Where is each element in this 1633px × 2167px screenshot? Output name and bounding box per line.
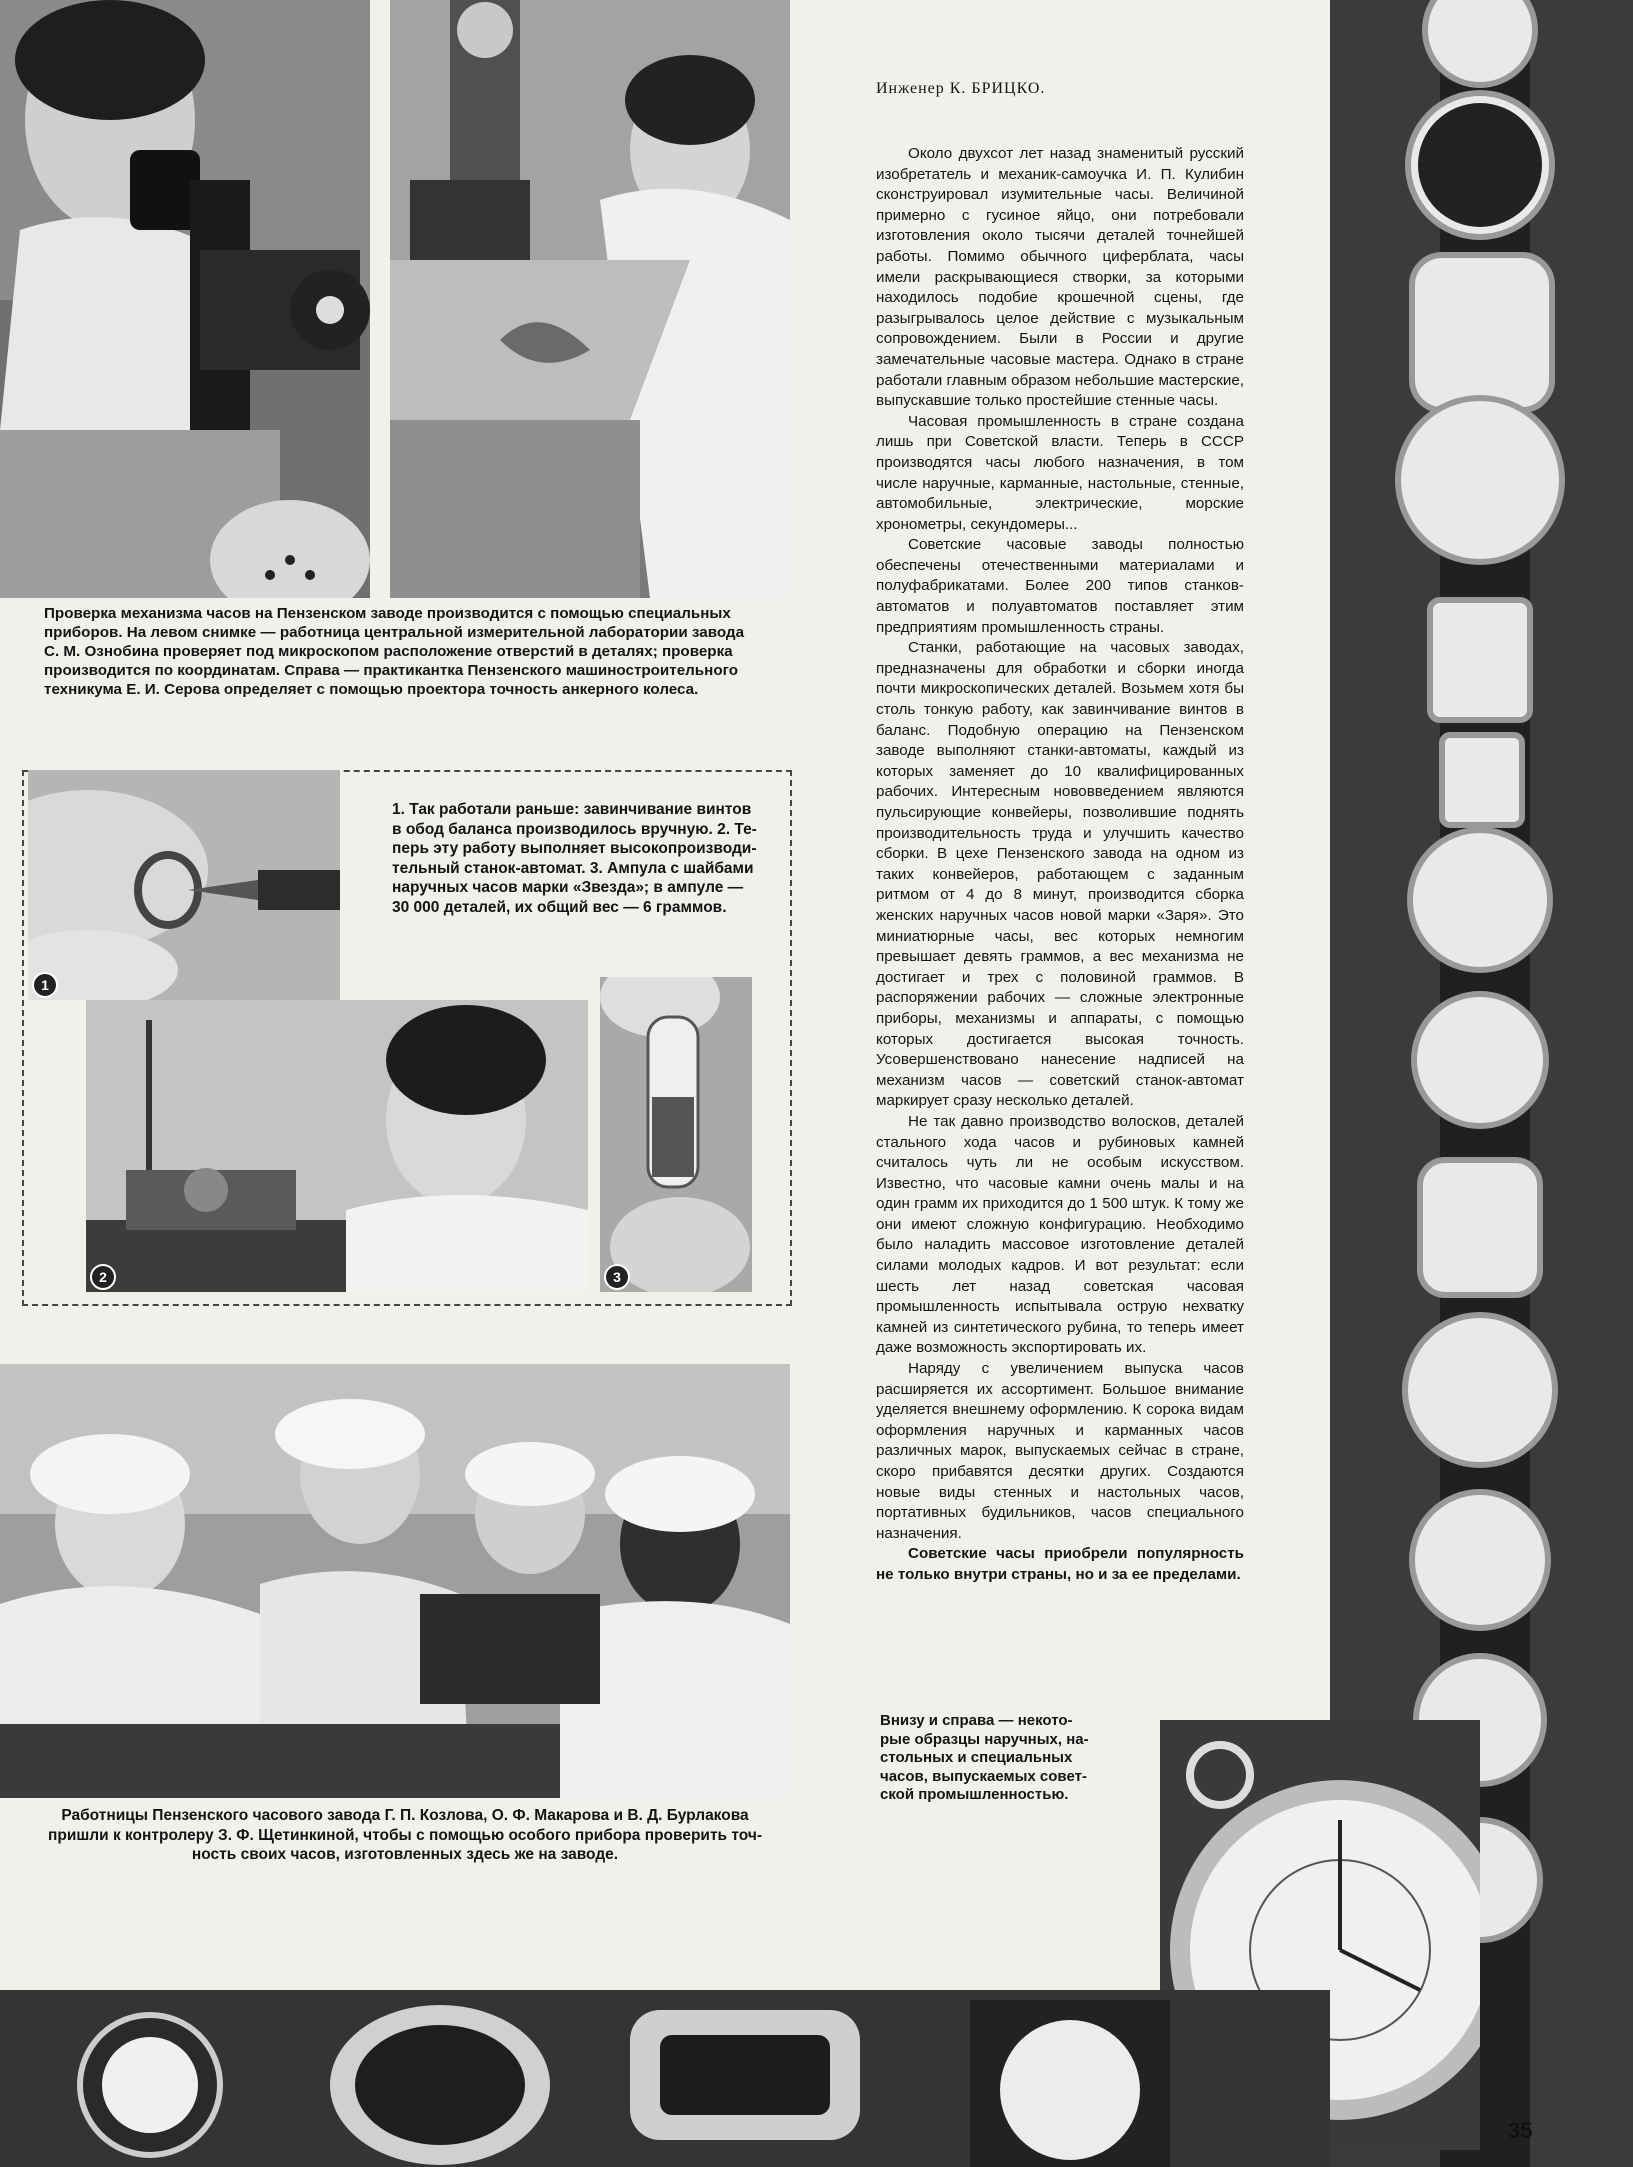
marker-3: 3: [604, 1264, 630, 1290]
photo-projector-worker: [390, 0, 790, 598]
top-caption: [44, 604, 766, 699]
article-paragraph: Не так давно производство волосков, деталей стального хода часов и рубиновых камней считалось чуть ли не особым искусством. Известно, что часовые камни очень малы и на один грамм их приходится до 1 500 штук. К тому же они имеют сложную конфигурацию. Необходимо было наладить массовое изготовление деталей силами молодых кадров. И вот результат: если шесть лет назад советская часовая промышленность испытывала острую нехватку камней из синтетического рубина, то теперь имеет даже возможность экспортировать их.: [876, 1112, 1244, 1357]
article-paragraph: Наряду с увеличением выпуска часов расширяется их ассортимент. Большое внимание уделяется внешнему оформлению. К сорока видам оформления наручных и карманных часов различных марок, выпускаемых сейчас в стране, скоро прибавятся десятки других. Создаются новые виды стенных и настольных часов, портативных будильников, часов специального назначения.: [876, 1360, 1244, 1542]
photo-table-clocks: [0, 1990, 1330, 2167]
marker-1: 1: [32, 972, 58, 998]
photo-automatic-machine: [86, 1000, 588, 1292]
box-caption-line: 1. Так работали раньше: завинчивание винтов: [392, 801, 752, 818]
top-caption-line: Проверка механизма часов на Пензенском заводе производится с помощью специальных: [44, 605, 731, 622]
top-caption-line: производится по координатам. Справа — практикантка Пензенского машиностроительного: [44, 662, 738, 679]
photo-ampoule: [600, 977, 752, 1292]
side-caption-line: стольных и специальных: [880, 1749, 1073, 1766]
article-paragraph: Станки, работающие на часовых заводах, предназначены для обработки и сборки иногда почти микроскопических деталей. Возьмем хотя бы столь тонкую работу, как завинчивание винтов в баланс. Подобную операцию на Пензенском заводе выполняют станки-автоматы, каждый из которых заменяет до 10 квалифицированных рабочих. Интересным нововведением являются пульсирующие конвейеры, позволившие поднять производительность труда и улучшить качество сборки. В цехе Пензенского завода на одном из таких конвейеров, работающем с заданным ритмом от 4 до 8 минут, производится сборка женских наручных часов новой марки «Заря». Это миниатюрные часы, вес которых немногим превышает девять граммов, а вес механизма не достигает и трех с половиной граммов. В распоряжении рабочих — сложные электронные приборы, механизмы и аппараты, с помощью которых достигается высокая точность. Усовершенствовано нанесение надписей на механизм часов — советский станок-автомат маркирует сразу несколько деталей.: [876, 639, 1244, 1110]
side-caption-line: часов, выпускаемых совет-: [880, 1767, 1087, 1785]
top-caption-line: приборов. На левом снимке — работница центральной измерительной лаборатории завода: [44, 624, 745, 641]
box-caption-line: 30 000 деталей, их общий вес — 6 граммов.: [392, 898, 727, 916]
article-body: [876, 144, 1244, 1586]
byline: Инженер К. БРИЦКО.: [876, 80, 1046, 97]
box-caption-line: тельный станок-автомат. 3. Ампула с шайбами: [392, 859, 754, 877]
article-paragraph: Советские часы приобрели популярность не только внутри страны, но и за ее пределами.: [876, 1545, 1244, 1583]
marker-2: 2: [90, 1264, 116, 1290]
box-caption: [392, 800, 757, 917]
photo-women-workers: [0, 1364, 790, 1798]
photo-manual-screwing: [28, 770, 340, 1000]
bottom-caption-line: Работницы Пензенского часового завода Г. П. Козлова, О. Ф. Макарова и В. Д. Бурлакова: [61, 1807, 749, 1824]
bottom-caption-line: пришли к контролеру З. Ф. Щетинкиной, чтобы с помощью особого прибора проверить точ-: [47, 1826, 763, 1844]
article-paragraph: Часовая промышленность в стране создана лишь при Советской власти. Теперь в СССР производятся часы любого назначения, в том числе наручные, карманные, настольные, стенные, автомобильные, электрические, морские хронометры, секундомеры...: [876, 412, 1244, 533]
bottom-caption-line: ность своих часов, изготовленных здесь же на заводе.: [191, 1846, 619, 1863]
box-caption-line: в обод баланса производилось вручную. 2. Те-: [392, 820, 757, 838]
side-caption: [880, 1712, 1120, 1805]
box-caption-line: перь эту работу выполняет высокопроизводи-: [392, 840, 757, 857]
side-caption-line: рые образцы наручных, на-: [880, 1730, 1089, 1748]
top-caption-line: С. М. Ознобина проверяет под микроскопом расположение отверстий в деталях; проверка: [44, 643, 733, 660]
article-paragraph: Около двухсот лет назад знаменитый русский изобретатель и механик-самоучка И. П. Кулибин сконструировал изумительные часы. Величиной примерно с гусиное яйцо, они потребовали изготовления около тысячи деталей точнейшей работы. Помимо обычного циферблата, часы имели раскрывающиеся створки, за которыми находилось подобие крошечной сцены, где разыгрывалось целое действие с музыкальным сопровождением. Были в России и другие замечательные часовые мастера. Однако в стране работали главным образом небольшие мастерские, выпускавшие только простейшие стенные часы.: [876, 145, 1244, 410]
top-caption-line: техникума Е. И. Серова определяет с помощью проектора точность анкерного колеса.: [44, 681, 699, 698]
side-caption-line: Внизу и справа — некото-: [880, 1712, 1073, 1729]
article-paragraph: Советские часовые заводы полностью обеспечены отечественными материалами и полуфабрикатами. Более 200 типов станков-автоматов и полуавтоматов поставляет этим предприятиям промышленность страны.: [876, 536, 1244, 636]
side-caption-line: ской промышленностью.: [880, 1786, 1069, 1803]
box-caption-line: наручных часов марки «Звезда»; в ампуле —: [392, 879, 744, 896]
page-number: 35: [1508, 2118, 1533, 2143]
photo-microscope-worker: [0, 0, 370, 598]
bottom-caption: [44, 1806, 766, 1865]
